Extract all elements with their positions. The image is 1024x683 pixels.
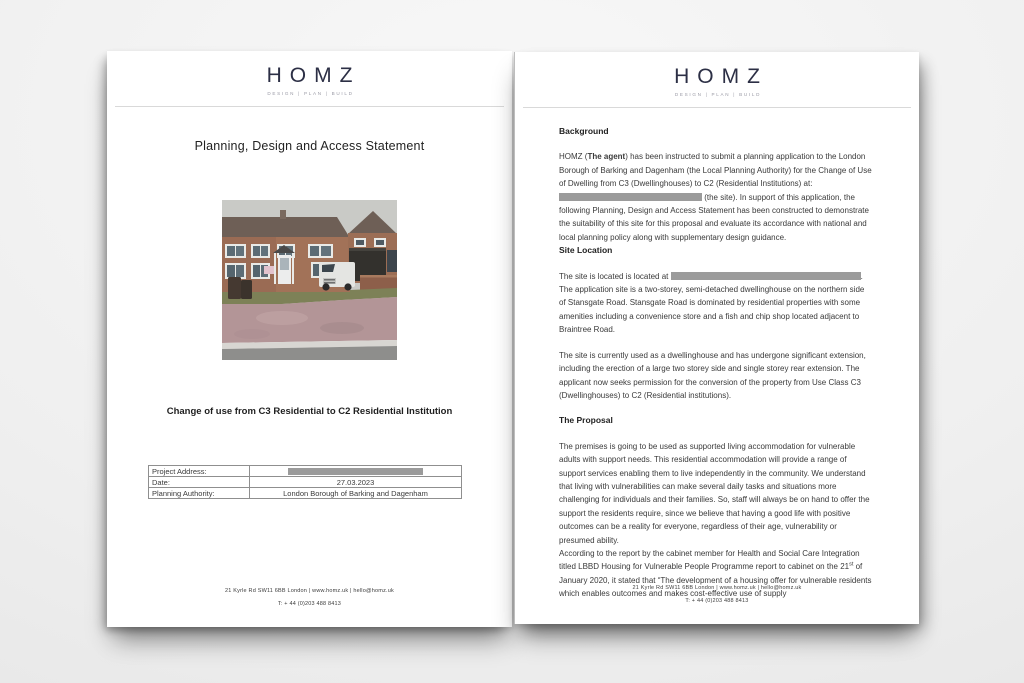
para1-text: ) has been instructed to submit a planning application to the London Borough of Barking and Dagenham (the Local Planning Authority) for the Change of Use of Dwelling from C3 (Dwellinghouses) to C2 (Residential Institutions) at: <box>559 152 872 189</box>
project-address-value <box>250 466 462 477</box>
para1-text: (the site). In support of this application, the following Planning, Design and Access Statement has been constructed to demonstrate the suitability of this site for this proposal and evaluate its accordance with national and local planning policy along with supplementary design guidance. <box>559 192 869 242</box>
date-label: Date: <box>149 477 250 488</box>
brand-tagline: DESIGN | PLAN | BUILD <box>674 92 762 97</box>
proposal-heading: The Proposal <box>559 415 613 426</box>
planning-authority-value: London Borough of Barking and Dagenham <box>250 488 462 499</box>
background-paragraph <box>559 150 873 244</box>
footer-address-line: 21 Kyrle Rd SW11 6BB London | www.homz.uk | hello@homz.uk <box>632 585 802 591</box>
site-location-paragraph-1 <box>559 270 873 337</box>
date-value: 27.03.2023 <box>250 477 462 488</box>
proposal-paragraph <box>559 440 873 601</box>
table-row-planning-authority <box>149 488 462 499</box>
brand-header <box>515 52 919 97</box>
table-row-project-address <box>149 466 462 477</box>
para5-text: of January 2020, it stated that “The development of a housing offer for vulnerable residents which enables outcomes and makes cost-effective use of supply <box>559 562 872 599</box>
redaction-bar <box>671 272 861 280</box>
ordinal-superscript: st <box>849 561 854 568</box>
brand-header <box>107 51 512 96</box>
para1-text: HOMZ ( <box>559 152 588 162</box>
agent-bold-text: The agent <box>587 152 626 162</box>
homz-logo: HOMZ <box>266 64 361 87</box>
site-location-heading: Site Location <box>559 245 613 256</box>
background-heading: Background <box>559 126 609 136</box>
project-details-table <box>148 465 462 499</box>
site-photo-illustration <box>222 200 397 360</box>
para5-text: According to the report by the cabinet member for Health and Social Care Integration titled LBBD Housing for Vulnerable People Programme report to cabinet on the 21 <box>559 548 860 572</box>
right-page <box>514 52 919 624</box>
header-divider <box>523 107 911 108</box>
page-footer <box>107 588 512 607</box>
footer-address-line: 21 Kyrle Rd SW11 6BB London | www.homz.uk | hello@homz.uk <box>225 588 394 594</box>
statement-body <box>559 125 873 601</box>
left-page <box>107 51 512 627</box>
redaction-bar <box>288 468 423 475</box>
proposal-paragraph-1: The premises is going to be used as supported living accommodation for vulnerable adults with support needs. This residential accommodation will provide a range of support services enabling them to live independently in the community. We understand that living with vulnerabilities can make several daily tasks and situations more challenging for individuals and their families. So, staff will always be on hand to offer the support the residents require, since we believe that having a good life with positive outcomes can be a reality for everyone, regardless of their age, vulnerability or presumed ability. <box>559 441 870 545</box>
homz-logo: HOMZ <box>674 65 768 88</box>
footer-phone-line: T: + 44 (0)203 488 8413 <box>277 601 342 607</box>
page-footer <box>515 585 919 604</box>
project-address-label: Project Address: <box>149 466 250 477</box>
site-location-paragraph-2: The site is currently used as a dwellinghouse and has undergone significant extension, including the erection of a large two storey side and single storey rear extension. The applicant now seeks permission for the conversion of the property from Use Class C3 (Dwellinghouses) to C2 (Residential institutions). <box>559 350 866 400</box>
change-of-use-caption: Change of use from C3 Residential to C2 Residential Institution <box>166 406 453 417</box>
planning-authority-label: Planning Authority: <box>149 488 250 499</box>
site-photo <box>222 200 397 360</box>
document-title: Planning, Design and Access Statement <box>194 139 425 153</box>
brand-tagline: DESIGN | PLAN | BUILD <box>267 91 354 96</box>
para2-text: The site is located is located at <box>559 271 671 281</box>
table-row-date <box>149 477 462 488</box>
para2-text: . The application site is a two-storey, semi-detached dwellinghouse on the northern side of Stansgate Road. Stansgate Road is dominated by residential properties with some amenities including a convenience store and a fish and chip shop located adjacent to Braintree Road. <box>559 271 865 335</box>
redaction-bar <box>559 193 702 201</box>
header-divider <box>115 106 504 107</box>
footer-phone-line: T: + 44 (0)203 488 8413 <box>685 598 749 604</box>
